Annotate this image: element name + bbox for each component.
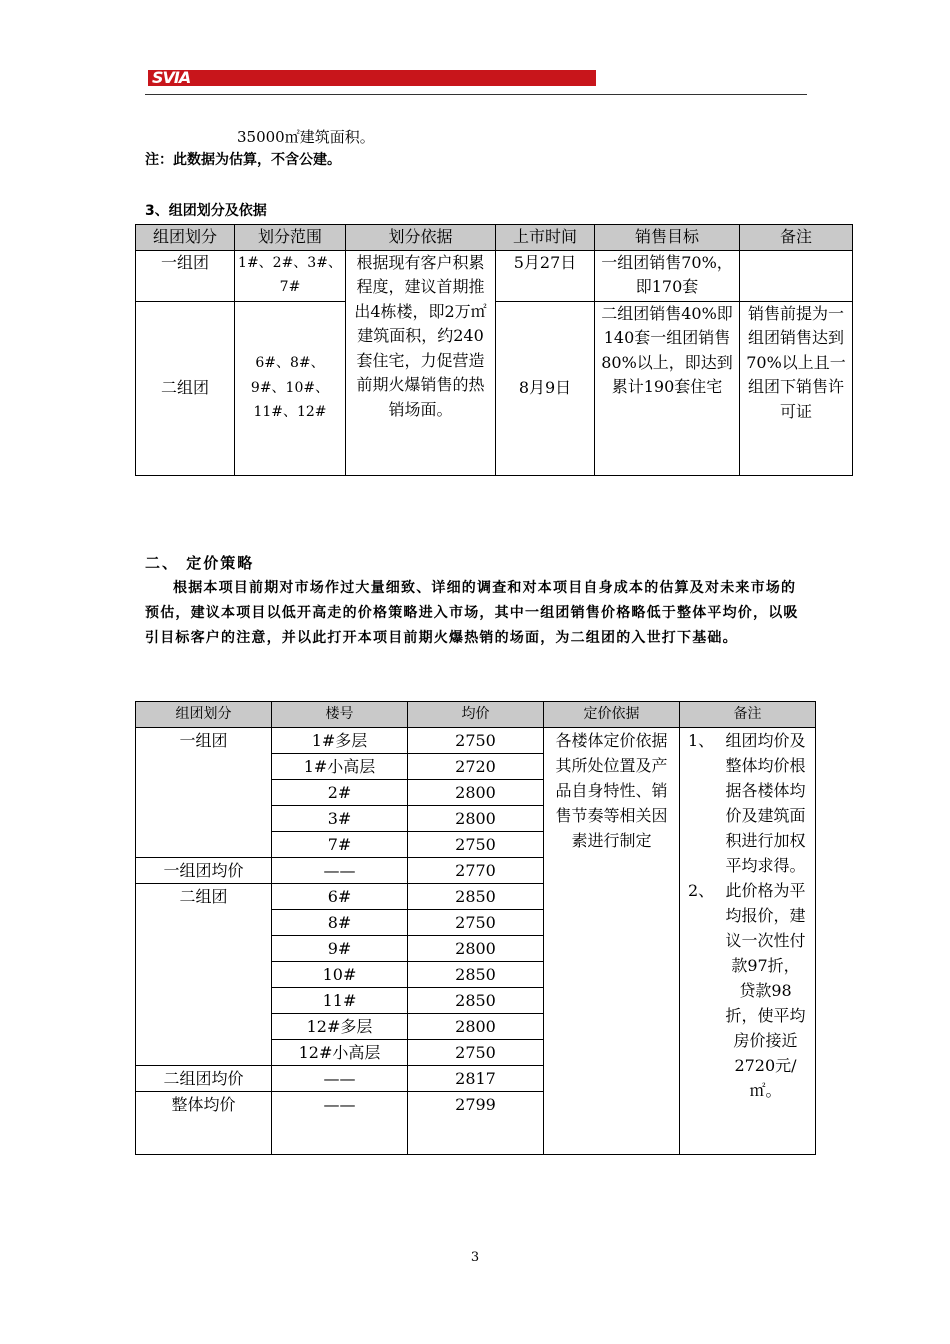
note-text: 此价格为平均报价，建议一次性付款97折，贷款98折，使平均房价接近2720元/㎡。 [725, 881, 806, 1100]
building-cell: —— [272, 1092, 408, 1155]
price-cell: 2800 [408, 806, 544, 832]
note-item-1 [688, 728, 807, 878]
group-cell: 二组团 [136, 301, 235, 475]
target-cell: 一组团销售70%，即170套 [595, 250, 740, 301]
group-division-table [135, 224, 853, 476]
section-2-title: 二、 定价策略 [145, 554, 255, 572]
building-cell: 2# [272, 780, 408, 806]
note-number: 1、 [688, 731, 715, 750]
price-cell: 2850 [408, 962, 544, 988]
building-cell: 12#小高层 [272, 1040, 408, 1066]
range-cell: 6#、8#、9#、10#、11#、12# [235, 301, 346, 475]
pricing-table [135, 701, 816, 1155]
price-cell: 2799 [408, 1092, 544, 1155]
header-cell: 划分范围 [235, 225, 346, 251]
intro-note: 注：此数据为估算，不含公建。 [145, 152, 341, 168]
note-number: 2、 [688, 881, 715, 900]
header-cell: 楼号 [272, 702, 408, 728]
logo-text: SVIA [152, 68, 191, 87]
target-cell: 二组团销售40%即140套一组团销售80%以上，即达到累计190套住宅 [595, 301, 740, 475]
price-cell: 2800 [408, 780, 544, 806]
group-cell: 一组团均价 [136, 858, 272, 884]
group-cell: 一组团 [136, 728, 272, 858]
building-cell: —— [272, 1066, 408, 1092]
building-cell: 6# [272, 884, 408, 910]
building-cell: 9# [272, 936, 408, 962]
group-cell: 二组团均价 [136, 1066, 272, 1092]
notes-cell [680, 728, 816, 1155]
group-cell: 一组团 [136, 250, 235, 301]
header-cell: 备注 [680, 702, 816, 728]
price-cell: 2720 [408, 754, 544, 780]
building-cell: 1#多层 [272, 728, 408, 754]
header-cell: 备注 [740, 225, 853, 251]
basis-cell: 根据现有客户积累程度，建议首期推出4栋楼，即2万㎡建筑面积，约240套住宅，力促营造前期火爆销售的热销场面。 [346, 250, 496, 475]
header-cell: 组团划分 [136, 225, 235, 251]
price-cell: 2750 [408, 910, 544, 936]
header-cell: 上市时间 [496, 225, 595, 251]
company-logo [148, 70, 596, 86]
note-cell: 销售前提为一组团销售达到70%以上且一组团下销售许可证 [740, 301, 853, 475]
group-cell: 二组团 [136, 884, 272, 1066]
price-cell: 2750 [408, 728, 544, 754]
price-cell: 2750 [408, 1040, 544, 1066]
price-cell: 2770 [408, 858, 544, 884]
section-2-body: 根据本项目前期对市场作过大量细致、详细的调查和对本项目自身成本的估算及对未来市场的预估，建议本项目以低开高走的价格策略进入市场，其中一组团销售价格略低于整体平均价，以吸引目标客户的注意，并以此打开本项目前期火爆热销的场面，为二组团的入世打下基础。 [145, 580, 799, 646]
building-cell: 1#小高层 [272, 754, 408, 780]
price-cell: 2850 [408, 988, 544, 1014]
section-3-title: 3、组团划分及依据 [145, 203, 267, 219]
date-cell: 5月27日 [496, 250, 595, 301]
price-cell: 2750 [408, 832, 544, 858]
price-cell: 2800 [408, 1014, 544, 1040]
table-header-row [136, 702, 816, 728]
header-cell: 均价 [408, 702, 544, 728]
header-cell: 划分依据 [346, 225, 496, 251]
intro-line-1: 35000㎡建筑面积。 [237, 128, 375, 146]
date-cell: 8月9日 [496, 301, 595, 475]
price-cell: 2817 [408, 1066, 544, 1092]
table-row [136, 250, 853, 301]
building-cell: 8# [272, 910, 408, 936]
header-rule [145, 94, 807, 95]
building-cell: 11# [272, 988, 408, 1014]
building-cell: 3# [272, 806, 408, 832]
note-item-2 [688, 878, 807, 1103]
range-cell: 1#、2#、3#、7# [235, 250, 346, 301]
building-cell: —— [272, 858, 408, 884]
price-cell: 2800 [408, 936, 544, 962]
building-cell: 10# [272, 962, 408, 988]
header-cell: 销售目标 [595, 225, 740, 251]
page-number: 3 [470, 1250, 480, 1265]
header-cell: 定价依据 [544, 702, 680, 728]
note-cell [740, 250, 853, 301]
building-cell: 12#多层 [272, 1014, 408, 1040]
price-cell: 2850 [408, 884, 544, 910]
note-text: 组团均价及整体均价根据各楼体均价及建筑面积进行加权平均求得。 [725, 731, 806, 875]
pricing-basis-cell: 各楼体定价依据其所处位置及产品自身特性、销售节奏等相关因素进行制定 [544, 728, 680, 1155]
group-cell: 整体均价 [136, 1092, 272, 1155]
building-cell: 7# [272, 832, 408, 858]
header-cell: 组团划分 [136, 702, 272, 728]
table-header-row [136, 225, 853, 251]
table-row [136, 728, 816, 754]
